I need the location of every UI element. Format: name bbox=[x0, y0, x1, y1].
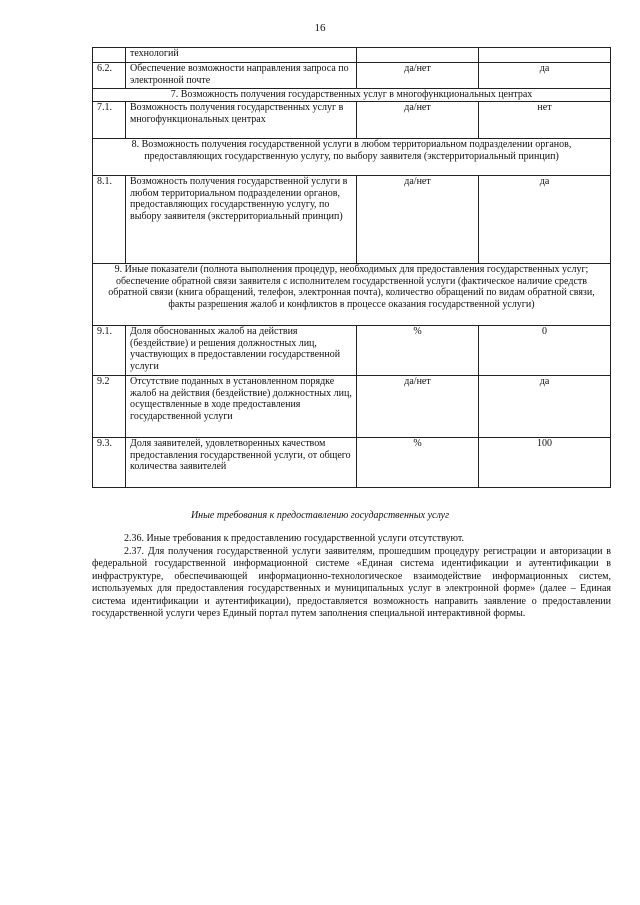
indicators-table bbox=[92, 47, 611, 488]
row-description: Доля обоснованных жалоб на действия (бездействие) и решения должностных лиц, участвующих в предоставлении государственной услуги bbox=[126, 326, 357, 376]
table-row bbox=[93, 376, 611, 438]
row-number: 9.1. bbox=[93, 326, 126, 376]
row-number: 9.2 bbox=[93, 376, 126, 438]
section-heading: 8. Возможность получения государственной услуги в любом территориальном подразделении органов, предоставляющих государственную услугу, по выбору заявителя (экстерриториальный принцип) bbox=[93, 139, 611, 176]
table-row bbox=[93, 326, 611, 376]
table-row bbox=[93, 102, 611, 139]
row-unit bbox=[357, 48, 479, 63]
row-number: 9.3. bbox=[93, 438, 126, 488]
table-row bbox=[93, 63, 611, 89]
section-row bbox=[93, 264, 611, 326]
row-unit: да/нет bbox=[357, 63, 479, 89]
row-unit: % bbox=[357, 326, 479, 376]
row-description: Возможность получения государственной услуги в любом территориальном подразделении органов, предоставляющих государственную услугу, по выбору заявителя (экстерриториальный принцип) bbox=[126, 176, 357, 264]
row-value: 100 bbox=[479, 438, 611, 488]
row-description: Возможность получения государственных услуг в многофункциональных центрах bbox=[126, 102, 357, 139]
row-unit: % bbox=[357, 438, 479, 488]
paragraph-2-37: 2.37. Для получения государственной услуги заявителям, прошедшим процедуру регистрации и авторизации в федеральной государственной информационной системе «Единая система идентификации и аутентификации в инфраструктуре, обеспечивающей информационно-технологическое взаимодействие информационных систем, используемых для предоставления государственных и муниципальных услуг в электронной форме» (далее – Единая система идентификации и аутентификации), предоставляется возможность направить заявление о предоставлении государственной услуги через Единый портал путем заполнения специальной интерактивной формы. bbox=[92, 546, 611, 620]
row-value: да bbox=[479, 176, 611, 264]
table-row bbox=[93, 48, 611, 63]
row-value: да bbox=[479, 376, 611, 438]
row-value: 0 bbox=[479, 326, 611, 376]
row-number: 6.2. bbox=[93, 63, 126, 89]
row-unit: да/нет bbox=[357, 376, 479, 438]
row-unit: да/нет bbox=[357, 102, 479, 139]
row-unit: да/нет bbox=[357, 176, 479, 264]
row-value: нет bbox=[479, 102, 611, 139]
section-heading: 7. Возможность получения государственных услуг в многофункциональных центрах bbox=[93, 89, 611, 102]
row-value: да bbox=[479, 63, 611, 89]
row-number: 7.1. bbox=[93, 102, 126, 139]
table-row bbox=[93, 438, 611, 488]
table-row bbox=[93, 176, 611, 264]
paragraph-2-36: 2.36. Иные требования к предоставлению государственной услуги отсутствуют. bbox=[124, 533, 464, 544]
row-value bbox=[479, 48, 611, 63]
row-description: технологий bbox=[126, 48, 357, 63]
section-row bbox=[93, 89, 611, 102]
page-number: 16 bbox=[314, 22, 326, 34]
row-description: Обеспечение возможности направления запроса по электронной почте bbox=[126, 63, 357, 89]
section-row bbox=[93, 139, 611, 176]
row-number bbox=[93, 48, 126, 63]
row-description: Отсутствие поданных в установленном порядке жалоб на действия (бездействие) должностных лиц, осуществленные в ходе предоставления государственной услуги bbox=[126, 376, 357, 438]
section-caption: Иные требования к предоставлению государственных услуг bbox=[190, 510, 450, 521]
row-number: 8.1. bbox=[93, 176, 126, 264]
row-description: Доля заявителей, удовлетворенных качеством предоставления государственной услуги, от общего количества заявителей bbox=[126, 438, 357, 488]
section-heading: 9. Иные показатели (полнота выполнения процедур, необходимых для предоставления государственных услуг; обеспечение обратной связи заявителя с исполнителем государственной услуги (фактическое наличие средств обратной связи (книга обращений, телефон, электронная почта), количество обращений по видам обратной связи, факты разрешения жалоб и конфликтов в процессе оказания государственной услуги) bbox=[93, 264, 611, 326]
